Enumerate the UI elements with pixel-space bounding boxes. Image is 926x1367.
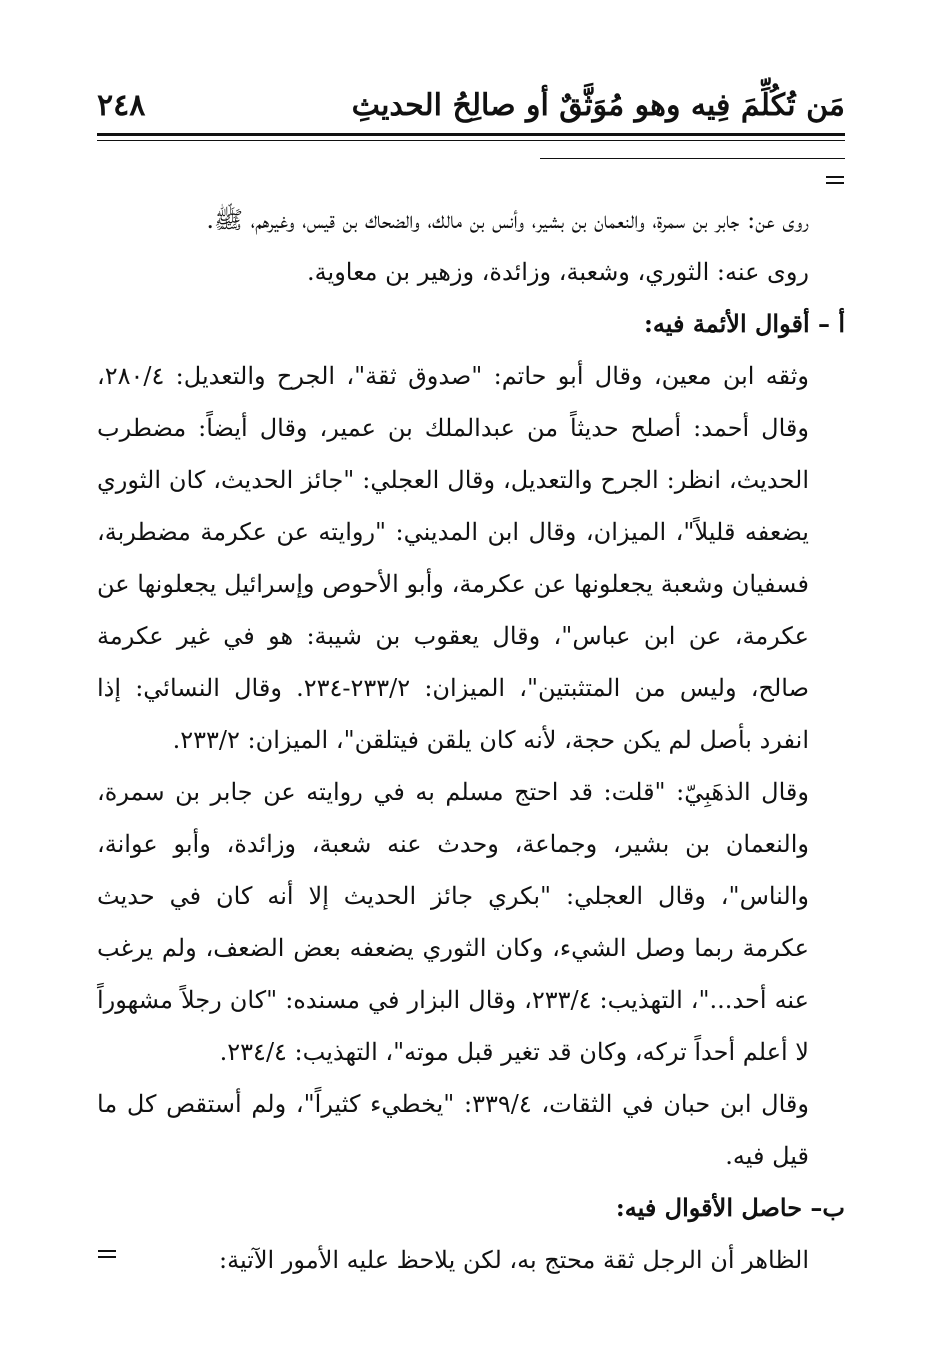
- section-heading-summary: ب– حاصل الأقوال فيه:: [615, 1193, 845, 1222]
- ibn-hibban-paragraph: وقال ابن حبان في الثقات، ٣٣٩/٤: "يخطيء كثيراً"، ولم أستقص كل ما قيل فيه.: [97, 1090, 809, 1170]
- narrated-from-paragraph: روى عن: جابر بن سمرة، والنعمان بن بشير، وأنس بن مالك، والضحاك بن قيس، وغيرهم، ﷺ.: [206, 206, 809, 234]
- running-title: مَن تُكُلِّمَ فِيه وهو مُوَثَّقٌ أو صالِحُ الحديثِ: [351, 88, 845, 123]
- header-rule-thin: [97, 140, 845, 141]
- page-number: ٢٤٨: [97, 88, 146, 123]
- narrators-paragraph: روى عنه: الثوري، وشعبة، وزائدة، وزهير بن معاوية.: [307, 258, 809, 286]
- dhahabi-paragraph: وقال الذهَبِيّ: "قلت: قد احتج مسلم به في روايته عن جابر بن سمرة، والنعمان بن بشير، وجماعة، وحدث عنه شعبة، وزائدة، وأبو عوانة، والناس"، وقال العجلي: "بكري جائز الحديث إلا أنه كان في حديث عكرمة ربما وصل الشيء، وكان الثوري يضعفه بعض الضعف، ولم يرغب عنه أحد..."، التهذيب: ٢٣٣/٤، وقال البزار في مسنده: "كان رجلاً مشهوراً لا أعلم أحداً تركه، وكان قد تغير قبل موته"، التهذيب: ٢٣٤/٤.: [97, 778, 809, 1066]
- section-heading-imams-sayings: أ – أقوال الأئمة فيه:: [644, 309, 845, 338]
- conclusion-paragraph: الظاهر أن الرجل ثقة محتج به، لكن يلاحظ عليه الأمور الآتية:: [218, 1246, 809, 1274]
- footnote-separator-rule: [540, 158, 845, 159]
- imams-sayings-paragraph: وثقه ابن معين، وقال أبو حاتم: "صدوق ثقة"، الجرح والتعديل: ٢٨٠/٤، وقال أحمد: أصلح حديثاً من عبدالملك بن عمير، وقال أيضاً: مضطرب الحديث، انظر: الجرح والتعديل، وقال العجلي: "جائز الحديث، كان الثوري يضعفه قليلاً"، الميزان، وقال ابن المديني: "روايته عن عكرمة مضطربة، فسفيان وشعبة يجعلونها عن عكرمة، وأبو الأحوص وإسرائيل يجعلونها عن عكرمة، عن ابن عباس"، وقال يعقوب بن شيبة: هو في غير عكرمة صالح، وليس من المتثبتين"، الميزان: ٢٣٣/٢-٢٣٤. وقال النسائي: إذا انفرد بأصل لم يكن حجة، لأنه كان يلقن فيتلقن"، الميزان: ٢٣٣/٢.: [97, 362, 810, 754]
- continuation-mark-bottom: [98, 1250, 116, 1258]
- main-text: [97, 194, 845, 1286]
- continuation-mark-top: [826, 176, 844, 184]
- page-header: [97, 70, 845, 130]
- header-rule-thick: [97, 133, 845, 136]
